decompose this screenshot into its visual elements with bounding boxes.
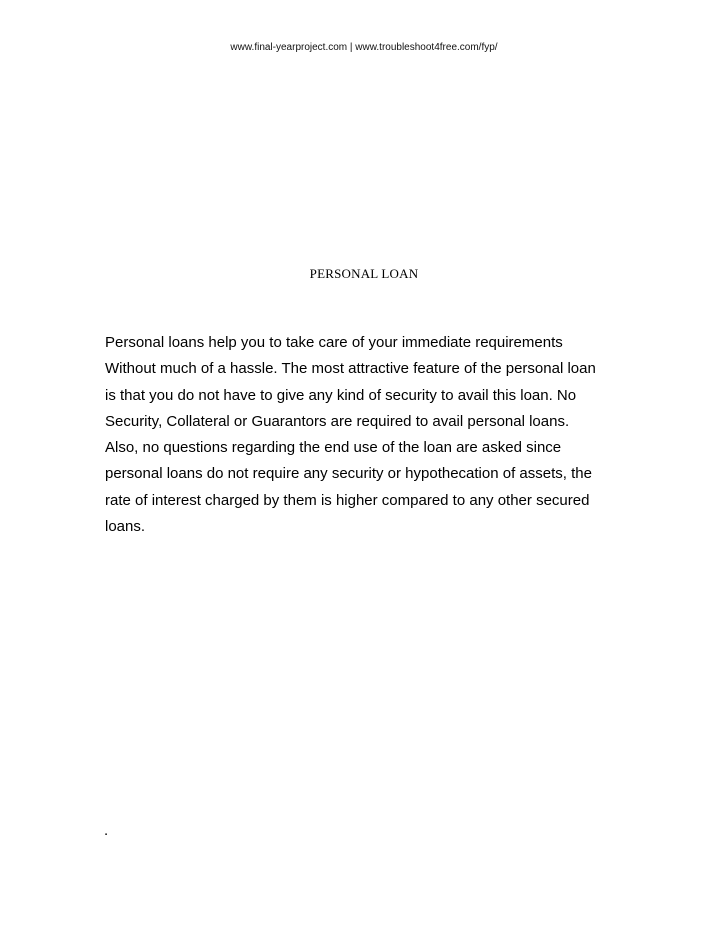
paragraph-line: is that you do not have to give any kind of security to avail this loan. No [105,386,577,404]
paragraph-line: Without much of a hassle. The most attractive feature of the personal loan [105,360,596,378]
paragraph-line: Security, Collateral or Guarantors are required to avail personal loans. [105,412,570,430]
paragraph-line: loans. [105,518,146,536]
paragraph-line: personal loans do not require any security or hypothecation of assets, the [105,465,592,483]
document-title: PERSONAL LOAN [309,266,419,281]
paragraph-line: Also, no questions regarding the end use of the loan are asked since [105,439,562,457]
body-paragraph [105,330,630,540]
page-header: www.final-yearproject.com | www.troubleshoot4free.com/fyp/ [230,42,498,53]
footer-mark: . [104,822,109,839]
paragraph-line: rate of interest charged by them is higher compared to any other secured [105,491,590,509]
paragraph-line: Personal loans help you to take care of your immediate requirements [105,334,563,351]
